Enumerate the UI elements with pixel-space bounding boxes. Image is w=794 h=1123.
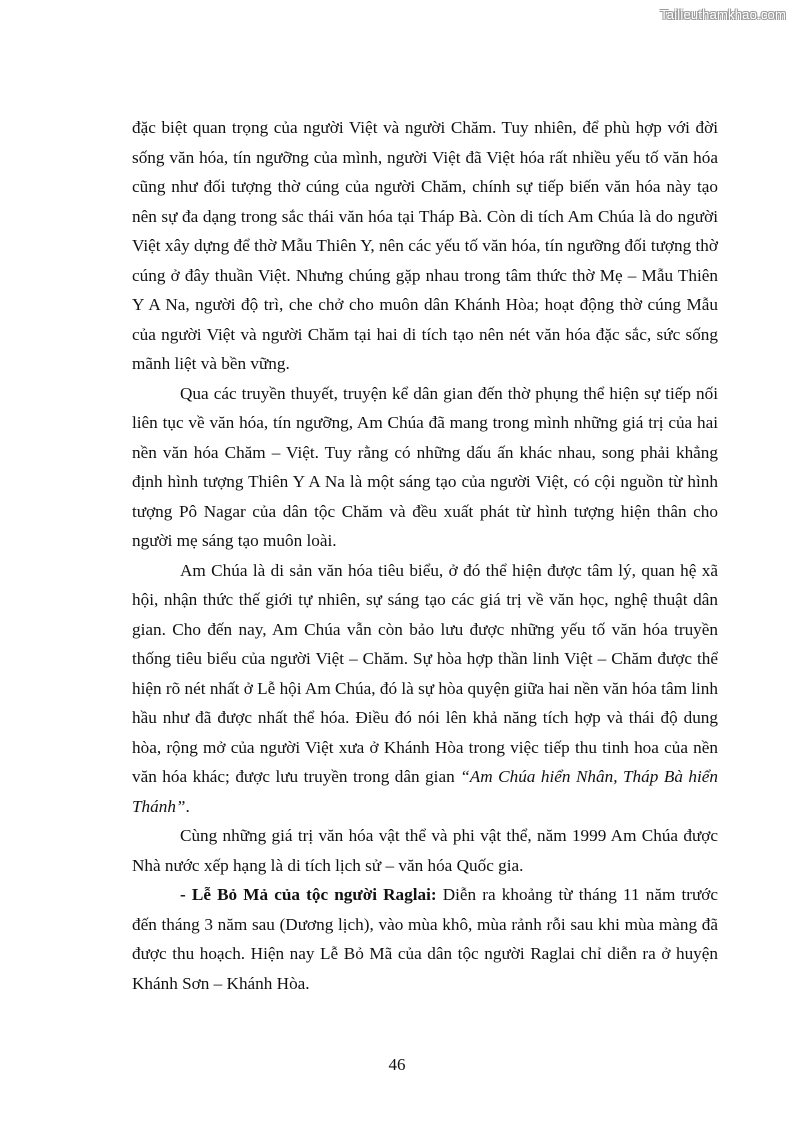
section-lead-heading: - Lễ Bỏ Mả của tộc người Raglai: <box>180 885 437 904</box>
watermark-text: Tailieuthamkhao.com <box>660 7 786 22</box>
paragraph-raglai-ceremony <box>132 880 718 998</box>
paragraph-legends <box>132 379 718 556</box>
page-number: 46 <box>388 1055 406 1074</box>
paragraph-text: Diễn ra khoảng từ tháng 11 năm trước đến tháng 3 năm sau (Dương lịch), vào mùa khô, mùa rảnh rỗi sau khi mùa màng đã được thu hoạch. Hiện nay Lễ Bỏ Mã của dân tộc người Raglai chỉ diễn ra ở huyện Khánh Sơn – Khánh Hòa. <box>132 885 718 993</box>
paragraph-national-ranking <box>132 821 718 880</box>
paragraph-end-punctuation: . <box>185 796 190 816</box>
paragraph-text: Qua các truyền thuyết, truyện kể dân gian đến thờ phụng thể hiện sự tiếp nối liên tục về văn hóa, tín ngưỡng, Am Chúa đã mang trong mình những giá trị của hai nền văn hóa Chăm – Việt. Tuy rằng có những dấu ấn khác nhau, song phải khẳng định hình tượng Thiên Y A Na là một sáng tạo của người Việt, có cội nguồn từ hình tượng Pô Nagar của dân tộc Chăm và đều xuất phát từ hình tượng hiện thân cho người mẹ sáng tạo muôn loài. <box>132 383 718 550</box>
paragraph-heritage <box>132 556 718 822</box>
paragraph-text: Am Chúa là di sản văn hóa tiêu biểu, ở đó thể hiện được tâm lý, quan hệ xã hội, nhận thức thế giới tự nhiên, sự sáng tạo các giá trị về văn học, nghệ thuật dân gian. Cho đến nay, Am Chúa vẫn còn bảo lưu được những yếu tố văn hóa truyền thống tiêu biểu của người Việt – Chăm. Sự hòa hợp thần linh Việt – Chăm được thể hiện rõ nét nhất ở Lễ hội Am Chúa, đó là sự hòa quyện giữa hai nền văn hóa tâm linh hầu như đã được nhất thể hóa. Điều đó nói lên khả năng tích hợp và thái độ dung hòa, rộng mở của người Việt xưa ở Khánh Hòa trong việc tiếp thu tinh hoa của nền văn hóa khác; được lưu truyền trong dân gian <box>132 560 718 786</box>
page-body <box>132 113 718 998</box>
paragraph-text: Cùng những giá trị văn hóa vật thể và phi vật thể, năm 1999 Am Chúa được Nhà nước xếp hạng là di tích lịch sử – văn hóa Quốc gia. <box>132 826 718 875</box>
paragraph-text: đặc biệt quan trọng của người Việt và người Chăm. Tuy nhiên, để phù hợp với đời sống văn hóa, tín ngưỡng của mình, người Việt đã Việt hóa rất nhiều yếu tố văn hóa cũng như đối tượng thờ cúng của người Chăm, chính sự tiếp biến văn hóa này tạo nên sự đa dạng trong sắc thái văn hóa tại Tháp Bà. Còn di tích Am Chúa là do người Việt xây dựng để thờ Mẫu Thiên Y, nên các yếu tố văn hóa, tín ngưỡng đối tượng thờ cúng ở đây thuần Việt. Nhưng chúng gặp nhau trong tâm thức thờ Mẹ – Mẫu Thiên Y A Na, người độ trì, che chở cho muôn dân Khánh Hòa; hoạt động thờ cúng Mẫu của người Việt và người Chăm tại hai di tích tạo nên nét văn hóa đặc sắc, sức sống mãnh liệt và bền vững. <box>132 118 718 373</box>
paragraph-continuation <box>132 113 718 379</box>
folk-saying-quote: “Am Chúa hiển Nhân, Tháp Bà hiển Thánh” <box>132 767 719 816</box>
